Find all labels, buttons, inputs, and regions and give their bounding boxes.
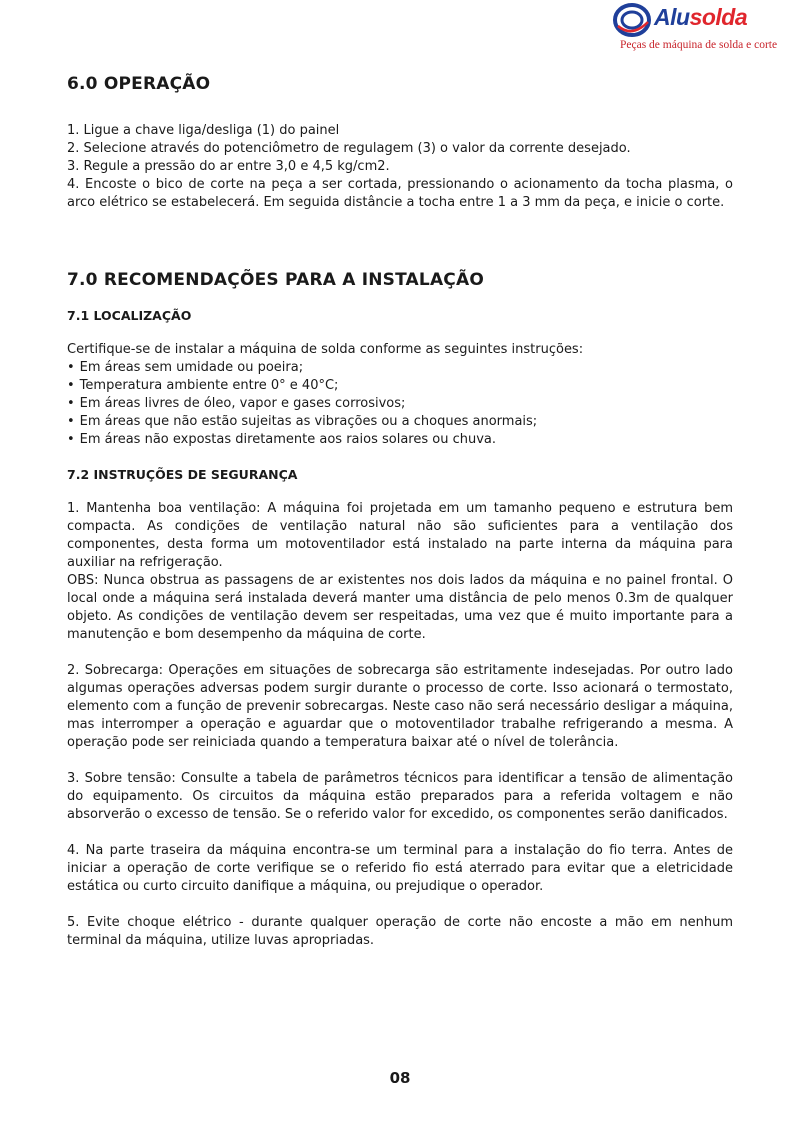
brand-name: Alusolda (654, 4, 748, 30)
safety-paragraph: 5. Evite choque elétrico - durante qualquer operação de corte não encoste a mão em nenhum terminal da máquina, utilize luvas apropriadas. (67, 915, 733, 948)
safety-paragraph: 1. Mantenha boa ventilação: A máquina foi projetada em um tamanho pequeno e estrutura bem compacta. As condições de ventilação natural não são suficientes para a ventilação dos componentes, desta forma um motoventilador está instalado na parte interna da máquina para auxiliar na refrigeração. (67, 501, 733, 570)
section-6-title: 6.0 OPERAÇÃO (67, 74, 211, 94)
brand-logo (612, 2, 778, 58)
section-7-1-title: 7.1 LOCALIZAÇÃO (67, 308, 192, 323)
list-item: • Em áreas livres de óleo, vapor e gases corrosivos; (67, 395, 733, 413)
list-item: • Em áreas que não estão sujeitas as vibrações ou a choques anormais; (67, 413, 733, 431)
section-7-title: 7.0 RECOMENDAÇÕES PARA A INSTALAÇÃO (67, 270, 484, 290)
operation-step: 1. Ligue a chave liga/desliga (1) do painel (67, 123, 340, 138)
safety-obs-paragraph: OBS: Nunca obstrua as passagens de ar existentes nos dois lados da máquina e no painel frontal. O local onde a máquina será instalada deverá manter uma distância de pelo menos 0.3m de qualquer objeto. As condições de ventilação devem ser respeitadas, uma vez que é muito importante para a manutenção e bom desempenho da máquina de corte. (67, 573, 733, 642)
page-number: 08 (389, 1069, 411, 1087)
safety-paragraph: 3. Sobre tensão: Consulte a tabela de parâmetros técnicos para identificar a tensão de alimentação do equipamento. Os circuitos da máquina estão preparados para a referida voltagem e não absorverão o excesso de tensão. Se o referido valor for excedido, os componentes serão danificados. (67, 771, 733, 822)
document-body (67, 74, 733, 950)
list-item: • Em áreas sem umidade ou poeira; (67, 359, 733, 377)
logo-swoosh-icon (612, 2, 654, 38)
location-intro: Certifique-se de instalar a máquina de solda conforme as seguintes instruções: (67, 342, 584, 357)
list-item: • Em áreas não expostas diretamente aos raios solares ou chuva. (67, 431, 733, 449)
operation-step: 4. Encoste o bico de corte na peça a ser cortada, pressionando o acionamento da tocha plasma, o arco elétrico se estabelecerá. Em seguida distâncie a tocha entre 1 a 3 mm da peça, e inicie o corte. (67, 177, 733, 210)
location-list (67, 359, 733, 449)
brand-tagline: Peças de máquina de solda e corte (620, 39, 778, 51)
operation-step: 2. Selecione através do potenciômetro de regulagem (3) o valor da corrente desejado. (67, 141, 631, 156)
operation-step: 3. Regule a pressão do ar entre 3,0 e 4,5 kg/cm2. (67, 159, 390, 174)
section-7-2-title: 7.2 INSTRUÇÕES DE SEGURANÇA (67, 467, 298, 482)
operation-steps (67, 122, 733, 212)
safety-paragraph: 4. Na parte traseira da máquina encontra-se um terminal para a instalação do fio terra. Antes de iniciar a operação de corte verifique se o referido fio está aterrado para evitar que a eletricidade estática ou curto circuito danifique a máquina, ou prejudique o operador. (67, 843, 733, 894)
safety-paragraph: 2. Sobrecarga: Operações em situações de sobrecarga são estritamente indesejadas. Por outro lado algumas operações adversas podem surgir durante o processo de corte. Isso acionará o termostato, elemento com a função de prevenir sobrecargas. Neste caso não será necessário desligar a máquina, mas interromper a operação e aguardar que o motoventilador trabalhe refrigerando a mesma. A operação pode ser reiniciada quando a temperatura baixar até o nível de tolerância. (67, 663, 733, 750)
list-item: • Temperatura ambiente entre 0° e 40°C; (67, 377, 733, 395)
